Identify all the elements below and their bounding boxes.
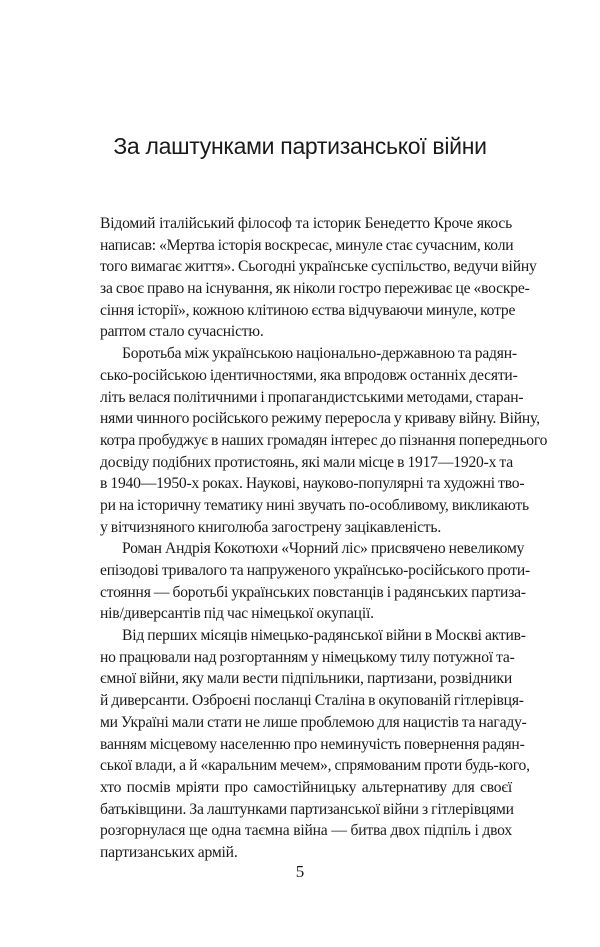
paragraph-3 [100, 538, 530, 625]
text-line: й диверсанти. Озброєні посланці Сталіна в окупованій гітлерівця- [100, 692, 524, 710]
text-line: Роман Андрія Кокотюхи «Чорний ліс» присвячено невеликому [122, 540, 525, 558]
text-line: ємної війни, яку мали вести підпільники, партизани, розвідники [100, 670, 512, 688]
text-line: розгорнулася ще одна таємна війна — битва двох підпіль і двох [100, 822, 512, 840]
text-line: того вимагає життя». Сьогодні українське суспільство, ведучи війну [100, 258, 537, 276]
text-line: стояння — боротьбі українських повстанців і радянських партиза- [100, 583, 526, 601]
text-line: сіння історії», кожною клітиною єства відчуваючи минуле, котре [100, 301, 516, 319]
text-line: написав: «Мертва історія воскресає, минуле стає сучасним, коли [100, 236, 514, 254]
text-line: нів/диверсантів під час німецької окупації. [100, 605, 374, 623]
text-line: ри на історичну тематику нині звучать по-особливому, викликають [100, 496, 529, 514]
text-line: ської влади, а й «каральним мечем», спрямованим проти будь-кого, [100, 757, 530, 775]
text-line: раптом стало сучасністю. [100, 323, 264, 341]
text-line: батьківщини. За лаштунками партизанської війни з гітлерівцями [100, 800, 514, 818]
text-line: епізодові тривалого та напруженого українсько-російського проти- [100, 562, 530, 579]
text-line: сько-російською ідентичностями, яка впродовж останніх десяти- [100, 366, 518, 384]
text-line: партизанських армій. [100, 843, 238, 861]
paragraph-2 [100, 343, 548, 538]
text-line: літь велася політичними і пропагандистськими методами, старан- [100, 388, 524, 406]
paragraph-4 [100, 625, 530, 864]
text-line: Боротьба між українською національно-державною та радян- [122, 345, 517, 363]
page-number: 5 [295, 862, 305, 881]
text-line: ми Україні мали стати не лише проблемою для нацистів та нагаду- [100, 713, 527, 731]
text-line: котра пробуджує в наших громадян інтерес до пізнання попереднього [100, 431, 548, 449]
chapter-body [100, 213, 548, 864]
text-line: ванням місцевому населенню про неминучість повернення радян- [100, 735, 525, 753]
chapter-title: За лаштунками партизанської війни [113, 133, 487, 159]
text-line: хто посмів мріяти про самостійницьку альтернативу для своєї [100, 778, 512, 796]
text-line: за своє право на існування, як ніколи гостро переживає це «воскре- [100, 280, 530, 298]
text-line: в 1940—1950-х роках. Наукові, науково-популярні та художні тво- [100, 475, 525, 493]
text-line: нями чинного російського режиму переросла у криваву війну. Війну, [100, 410, 540, 428]
paragraph-1 [100, 213, 537, 343]
text-line: Відомий італійський філософ та історик Бенедетто Кроче якось [100, 215, 512, 232]
text-line: но працювали над розгортанням у німецькому тилу потужної та- [100, 648, 515, 666]
text-line: Від перших місяців німецько-радянської війни в Москві актив- [122, 627, 526, 645]
text-line: досвіду подібних протистоянь, які мали місце в 1917—1920-х та [100, 453, 513, 471]
text-line: у вітчизняного книголюба загострену зацікавленість. [100, 518, 442, 536]
